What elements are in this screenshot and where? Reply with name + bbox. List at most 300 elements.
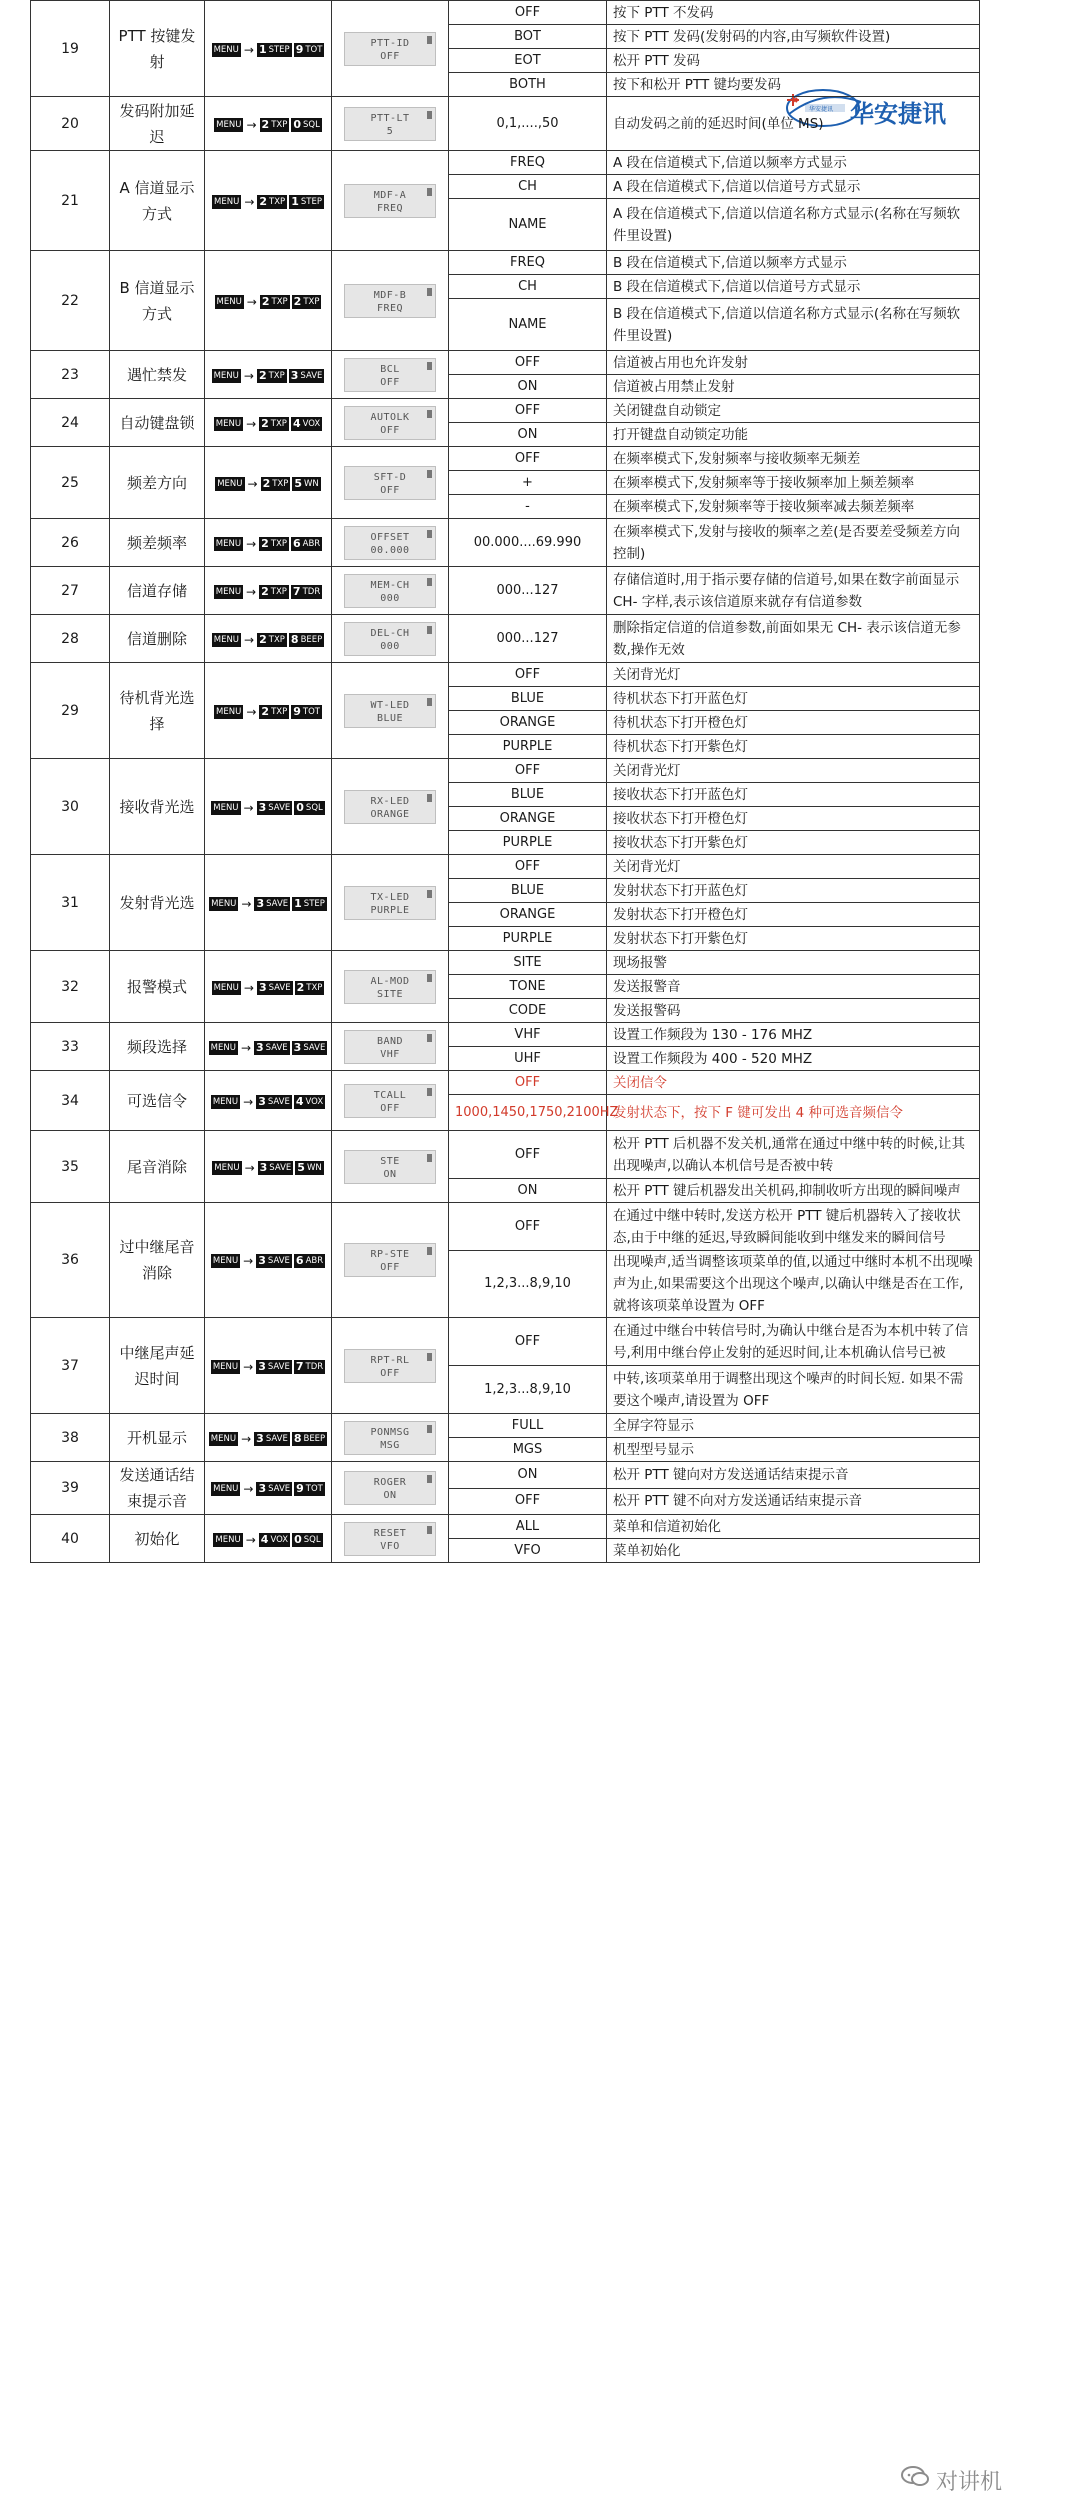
menu-name: 发送通话结束提示音 (110, 1462, 205, 1515)
key-sequence (213, 1529, 322, 1551)
key-button: 6 ABR (295, 1254, 324, 1267)
key-cell (205, 519, 332, 567)
key-sequence (214, 114, 322, 136)
key-button: 3 SAVE (258, 1359, 290, 1373)
lcd-cell (332, 615, 449, 663)
option-value: BLUE (449, 879, 607, 903)
option-description: 按下 PTT 不发码 (607, 1, 980, 25)
key-cell (205, 151, 332, 251)
key-button: 2 TXP (296, 980, 323, 994)
arrow-right-icon: → (243, 1359, 254, 1374)
lcd-display: MDF-A FREQ (344, 184, 436, 218)
arrow-right-icon: → (246, 294, 257, 309)
option-value: OFF (449, 447, 607, 471)
menu-number: 34 (31, 1071, 110, 1131)
menu-key: MENU (212, 1361, 239, 1372)
option-value: 1,2,3...8,9,10 (449, 1366, 607, 1414)
option-description: 接收状态下打开橙色灯 (607, 807, 980, 831)
menu-key: MENU (213, 634, 240, 645)
key-cell (205, 855, 332, 951)
option-value: SITE (449, 951, 607, 975)
option-description: 发送报警码 (607, 999, 980, 1023)
option-value: MGS (449, 1438, 607, 1462)
option-value: PURPLE (449, 735, 607, 759)
menu-number: 40 (31, 1515, 110, 1563)
option-value: 000...127 (449, 567, 607, 615)
arrow-right-icon: → (243, 42, 254, 57)
option-description: 中转,该项菜单用于调整出现这个噪声的时间长短. 如果不需要这个噪声,请设置为 OFF (607, 1366, 980, 1414)
key-sequence (215, 291, 322, 313)
lcd-display: SFT-D OFF (344, 466, 436, 500)
key-sequence (212, 365, 325, 387)
option-description: 存储信道时,用于指示要存储的信道号,如果在数字前面显示 CH- 字样,表示该信道原来就存有信道参数 (607, 567, 980, 615)
key-cell (205, 615, 332, 663)
menu-key: MENU (216, 296, 242, 307)
option-description: 菜单初始化 (607, 1539, 980, 1563)
option-value: CH (449, 175, 607, 199)
key-button: 2 TXP (261, 536, 287, 550)
arrow-right-icon: → (245, 1532, 256, 1547)
key-button: 4 VOX (295, 1094, 324, 1108)
option-value: OFF (449, 351, 607, 375)
key-button: 5 WN (297, 1160, 322, 1174)
menu-key: MENU (211, 898, 237, 909)
menu-key: MENU (215, 418, 242, 429)
menu-name: 信道存储 (110, 567, 205, 615)
option-value: ON (449, 375, 607, 399)
key-cell (205, 399, 332, 447)
key-sequence (209, 893, 327, 915)
key-button: 1 STEP (258, 42, 290, 56)
menu-number: 36 (31, 1203, 110, 1318)
menu-name: 尾音消除 (110, 1131, 205, 1203)
key-sequence (214, 581, 322, 603)
option-value: - (449, 495, 607, 519)
menu-name: 发射背光选 (110, 855, 205, 951)
option-description: 关闭背光灯 (607, 663, 980, 687)
menu-key: MENU (216, 706, 242, 717)
option-value: OFF (449, 1071, 607, 1095)
option-description: 松开 PTT 键后机器发出关机码,抑制收听方出现的瞬间噪声 (607, 1179, 980, 1203)
key-cell (205, 1462, 332, 1515)
menu-key: MENU (213, 370, 239, 381)
key-button: 3 SAVE (259, 1160, 292, 1174)
option-value: UHF (449, 1047, 607, 1071)
key-cell (205, 251, 332, 351)
menu-key: MENU (214, 196, 240, 207)
key-cell (205, 1023, 332, 1071)
option-value: ORANGE (449, 807, 607, 831)
key-cell (205, 663, 332, 759)
key-button: 0 SQL (293, 117, 320, 131)
lcd-cell (332, 519, 449, 567)
table-row (31, 1203, 980, 1251)
key-button: 2 TXP (261, 117, 288, 131)
option-description: 松开 PTT 后机器不发关机,通常在通过中继中转的时候,让其出现噪声,以确认本机信号是否被中转 (607, 1131, 980, 1179)
key-button: 2 TXP (261, 704, 288, 718)
option-description: 打开键盘自动锁定功能 (607, 423, 980, 447)
key-button: 3 SAVE (256, 1431, 288, 1445)
key-cell (205, 1318, 332, 1414)
option-value: VFO (449, 1539, 607, 1563)
menu-name: 频段选择 (110, 1023, 205, 1071)
key-cell (205, 1414, 332, 1462)
lcd-cell (332, 447, 449, 519)
arrow-right-icon: → (244, 1160, 255, 1175)
option-description: 发射状态下，按下 F 键可发出 4 种可选音频信令 (607, 1095, 980, 1131)
key-button: 2 TXP (293, 294, 320, 308)
option-description: 关闭信令 (607, 1071, 980, 1095)
key-cell (205, 951, 332, 1023)
option-value: FREQ (449, 251, 607, 275)
arrow-right-icon: → (243, 1482, 254, 1496)
option-description: 全屏字符显示 (607, 1414, 980, 1438)
table-row (31, 151, 980, 175)
menu-name: 遇忙禁发 (110, 351, 205, 399)
key-button: 9 TOT (296, 1482, 323, 1495)
key-button: 2 TXP (258, 368, 285, 382)
option-value: 0,1,....,50 (449, 97, 607, 151)
key-button: 4 VOX (260, 1532, 289, 1546)
option-value: CODE (449, 999, 607, 1023)
option-description: 松开 PTT 键不向对方发送通话结束提示音 (607, 1488, 980, 1515)
menu-name: 接收背光选 (110, 759, 205, 855)
option-value: OFF (449, 1318, 607, 1366)
key-button: 1 STEP (294, 896, 325, 910)
key-button: 2 TXP (261, 416, 287, 430)
menu-number: 22 (31, 251, 110, 351)
menu-number: 29 (31, 663, 110, 759)
key-sequence (211, 1091, 325, 1113)
key-button: 3 SAVE (258, 800, 291, 814)
option-description: 待机状态下打开橙色灯 (607, 711, 980, 735)
key-sequence (214, 701, 322, 723)
option-description: A 段在信道模式下,信道以信道名称方式显示(名称在写频软件里设置) (607, 199, 980, 251)
option-value: ALL (449, 1515, 607, 1539)
menu-number: 39 (31, 1462, 110, 1515)
menu-key: MENU (213, 44, 239, 55)
key-cell (205, 1515, 332, 1563)
key-button: 2 TXP (262, 476, 289, 490)
chat-icon (900, 2464, 930, 2488)
option-value: OFF (449, 1, 607, 25)
key-button: 5 WN (294, 476, 319, 490)
lcd-display: WT-LED BLUE (344, 694, 436, 728)
option-description: 关闭键盘自动锁定 (607, 399, 980, 423)
option-value: 1000,1450,1750,2100HZ (449, 1095, 607, 1131)
key-button: 2 TXP (259, 194, 286, 208)
watermark: 对讲机 (936, 2470, 1003, 2495)
option-description: 在频率模式下,发射与接收的频率之差(是否要差受频差方向控制) (607, 519, 980, 567)
menu-key: MENU (213, 802, 239, 813)
option-value: 000...127 (449, 615, 607, 663)
lcd-display: TCALL OFF (344, 1084, 436, 1118)
table-row (31, 1, 980, 25)
lcd-display: DEL-CH 000 (344, 622, 436, 656)
logo-small-text: 华安捷讯 (809, 106, 834, 113)
option-description: 自动发码之前的延迟时间(单位 MS) (607, 97, 980, 151)
option-value: FREQ (449, 151, 607, 175)
option-description: 在频率模式下,发射频率等于接收频率减去频差频率 (607, 495, 980, 519)
menu-name: 自动键盘锁 (110, 399, 205, 447)
option-value: OFF (449, 1203, 607, 1251)
menu-name: 初始化 (110, 1515, 205, 1563)
lcd-cell (332, 1071, 449, 1131)
lcd-cell (332, 1318, 449, 1414)
key-button: 6 ABR (292, 536, 321, 550)
table-row (31, 759, 980, 783)
key-button: 9 TOT (295, 42, 323, 56)
menu-number: 30 (31, 759, 110, 855)
option-value: BLUE (449, 687, 607, 711)
table-row (31, 1071, 980, 1095)
menu-number: 27 (31, 567, 110, 615)
option-description: B 段在信道模式下,信道以信道号方式显示 (607, 275, 980, 299)
menu-name: 信道删除 (110, 615, 205, 663)
key-sequence (214, 413, 322, 435)
table-row (31, 1023, 980, 1047)
lcd-display: MEM-CH 000 (344, 574, 436, 608)
table-row (31, 1318, 980, 1366)
menu-key: MENU (210, 1042, 236, 1053)
key-button: 9 TOT (293, 704, 320, 718)
key-button: 8 BEEP (293, 1431, 326, 1445)
key-cell (205, 447, 332, 519)
lcd-display: PTT-LT 5 (344, 107, 436, 141)
key-sequence (212, 39, 325, 61)
menu-key: MENU (215, 1534, 241, 1545)
menu-name: 发码附加延迟 (110, 97, 205, 151)
option-value: ON (449, 1462, 607, 1489)
menu-key: MENU (214, 1162, 240, 1173)
lcd-display: BCL OFF (344, 358, 436, 392)
option-value: OFF (449, 1488, 607, 1515)
option-description: 关闭背光灯 (607, 759, 980, 783)
lcd-cell (332, 1131, 449, 1203)
option-description: 发送报警音 (607, 975, 980, 999)
key-cell (205, 1071, 332, 1131)
key-button: 0 SQL (296, 800, 323, 814)
option-description: 机型型号显示 (607, 1438, 980, 1462)
lcd-display: AL-MOD SITE (344, 970, 436, 1004)
option-value: BLUE (449, 783, 607, 807)
lcd-cell (332, 1, 449, 97)
arrow-right-icon: → (246, 416, 257, 431)
arrow-right-icon: → (241, 896, 252, 911)
option-value: ORANGE (449, 711, 607, 735)
option-description: A 段在信道模式下,信道以频率方式显示 (607, 151, 980, 175)
key-sequence (209, 1037, 328, 1059)
option-description: 信道被占用禁止发射 (607, 375, 980, 399)
table-row (31, 615, 980, 663)
key-button: 2 TXP (259, 632, 285, 646)
option-value: ON (449, 1179, 607, 1203)
menu-name: 频差方向 (110, 447, 205, 519)
lcd-cell (332, 1414, 449, 1462)
key-cell (205, 351, 332, 399)
table-row (31, 663, 980, 687)
lcd-display: ROGER ON (344, 1471, 436, 1505)
menu-key: MENU (212, 1256, 239, 1266)
table-row (31, 97, 980, 151)
table-row (31, 855, 980, 879)
option-value: 00.000....69.990 (449, 519, 607, 567)
menu-name: A 信道显示方式 (110, 151, 205, 251)
key-button: 3 SAVE (256, 896, 289, 910)
option-value: OFF (449, 759, 607, 783)
menu-number: 32 (31, 951, 110, 1023)
lcd-cell (332, 1023, 449, 1071)
option-description: 现场报警 (607, 951, 980, 975)
lcd-cell (332, 151, 449, 251)
lcd-display: RP-STE OFF (344, 1243, 436, 1277)
lcd-display: AUTOLK OFF (344, 406, 436, 440)
option-value: OFF (449, 855, 607, 879)
key-cell (205, 1131, 332, 1203)
menu-name: 中继尾声延迟时间 (110, 1318, 205, 1414)
key-cell (205, 567, 332, 615)
lcd-cell (332, 1462, 449, 1515)
menu-key: MENU (216, 119, 242, 130)
menu-number: 35 (31, 1131, 110, 1203)
menu-key: MENU (215, 586, 242, 597)
key-button: 7 TDR (292, 584, 321, 598)
key-sequence (212, 977, 325, 999)
option-description: 在频率模式下,发射频率等于接收频率加上频差频率 (607, 471, 980, 495)
table-row (31, 351, 980, 375)
menu-name: 过中继尾音消除 (110, 1203, 205, 1318)
table-row (31, 399, 980, 423)
arrow-right-icon: → (246, 117, 257, 132)
arrow-right-icon: → (243, 1094, 254, 1109)
arrow-right-icon: → (243, 800, 254, 815)
option-description: 菜单和信道初始化 (607, 1515, 980, 1539)
option-value: OFF (449, 399, 607, 423)
option-description: 信道被占用也允许发射 (607, 351, 980, 375)
menu-key: MENU (212, 1096, 239, 1107)
menu-name: PTT 按键发射 (110, 1, 205, 97)
key-cell (205, 1203, 332, 1318)
option-value: 1,2,3...8,9,10 (449, 1251, 607, 1318)
option-value: FULL (449, 1414, 607, 1438)
menu-number: 38 (31, 1414, 110, 1462)
key-sequence (211, 1356, 325, 1378)
option-value: VHF (449, 1023, 607, 1047)
option-description: 按下和松开 PTT 键均要发码 (607, 73, 980, 97)
menu-number: 20 (31, 97, 110, 151)
key-button: 3 SAVE (290, 368, 323, 382)
option-value: NAME (449, 199, 607, 251)
option-value: PURPLE (449, 831, 607, 855)
menu-name: 报警模式 (110, 951, 205, 1023)
key-button: 3 SAVE (293, 1040, 326, 1054)
arrow-right-icon: → (243, 368, 254, 383)
key-button: 0 SQL (294, 1532, 321, 1546)
option-value: BOT (449, 25, 607, 49)
arrow-right-icon: → (244, 194, 255, 209)
arrow-right-icon: → (243, 980, 254, 995)
key-sequence (212, 629, 325, 651)
menu-number: 33 (31, 1023, 110, 1071)
key-button: 8 BEEP (290, 632, 323, 646)
lcd-display: PONMSG MSG (344, 1421, 436, 1455)
arrow-right-icon: → (246, 584, 257, 599)
lcd-cell (332, 759, 449, 855)
lcd-cell (332, 351, 449, 399)
lcd-cell (332, 567, 449, 615)
option-description: 按下 PTT 发码(发射码的内容,由写频软件设置) (607, 25, 980, 49)
table-row (31, 567, 980, 615)
lcd-cell (332, 399, 449, 447)
key-button: 3 SAVE (258, 1482, 291, 1495)
table-row (31, 1131, 980, 1179)
key-sequence (209, 1428, 327, 1450)
option-description: 接收状态下打开紫色灯 (607, 831, 980, 855)
lcd-cell (332, 97, 449, 151)
menu-number: 26 (31, 519, 110, 567)
key-button: 2 TXP (261, 294, 288, 308)
menu-number: 25 (31, 447, 110, 519)
option-description: B 段在信道模式下,信道以信道名称方式显示(名称在写频软件里设置) (607, 299, 980, 351)
arrow-right-icon: → (243, 1254, 254, 1268)
menu-number: 23 (31, 351, 110, 399)
key-sequence (211, 1250, 325, 1272)
lcd-cell (332, 951, 449, 1023)
option-description: 在频率模式下,发射频率与接收频率无频差 (607, 447, 980, 471)
menu-settings-table (30, 0, 980, 1563)
option-description: 在通过中继中转时,发送方松开 PTT 键后机器转入了接收状态,由于中继的延迟,导致瞬间能收到中继发来的瞬间信号 (607, 1203, 980, 1251)
menu-key: MENU (213, 1484, 239, 1494)
menu-key: MENU (213, 982, 239, 993)
menu-name: 待机背光选择 (110, 663, 205, 759)
option-description: 在通过中继台中转信号时,为确认中继台是否为本机中转了信号,利用中继台停止发射的延迟时间,让本机确认信号已被 (607, 1318, 980, 1366)
option-value: TONE (449, 975, 607, 999)
lcd-display: RX-LED ORANGE (344, 790, 436, 824)
arrow-right-icon: → (241, 1431, 252, 1446)
menu-name: 可选信令 (110, 1071, 205, 1131)
lcd-display: OFFSET 00.000 (344, 526, 436, 560)
key-sequence (212, 191, 324, 213)
key-sequence (211, 1478, 325, 1500)
option-description: 松开 PTT 键向对方发送通话结束提示音 (607, 1462, 980, 1489)
key-cell (205, 1, 332, 97)
option-description: B 段在信道模式下,信道以频率方式显示 (607, 251, 980, 275)
key-sequence (215, 473, 321, 495)
menu-number: 24 (31, 399, 110, 447)
option-value: BOTH (449, 73, 607, 97)
key-button: 2 TXP (261, 584, 287, 598)
key-button: 3 SAVE (256, 1040, 288, 1054)
lcd-display: BAND VHF (344, 1030, 436, 1064)
menu-number: 28 (31, 615, 110, 663)
lcd-cell (332, 251, 449, 351)
option-description: A 段在信道模式下,信道以信道号方式显示 (607, 175, 980, 199)
lcd-display: PTT-ID OFF (344, 32, 436, 66)
arrow-right-icon: → (246, 536, 257, 551)
menu-key: MENU (217, 478, 243, 489)
key-sequence (211, 797, 325, 819)
key-button: 4 VOX (292, 416, 321, 430)
key-sequence (212, 1157, 323, 1179)
menu-key: MENU (210, 1433, 237, 1444)
menu-name: 开机显示 (110, 1414, 205, 1462)
menu-number: 37 (31, 1318, 110, 1414)
menu-number: 21 (31, 151, 110, 251)
arrow-right-icon: → (247, 476, 258, 491)
lcd-cell (332, 1515, 449, 1563)
menu-number: 19 (31, 1, 110, 97)
option-description: 松开 PTT 发码 (607, 49, 980, 73)
